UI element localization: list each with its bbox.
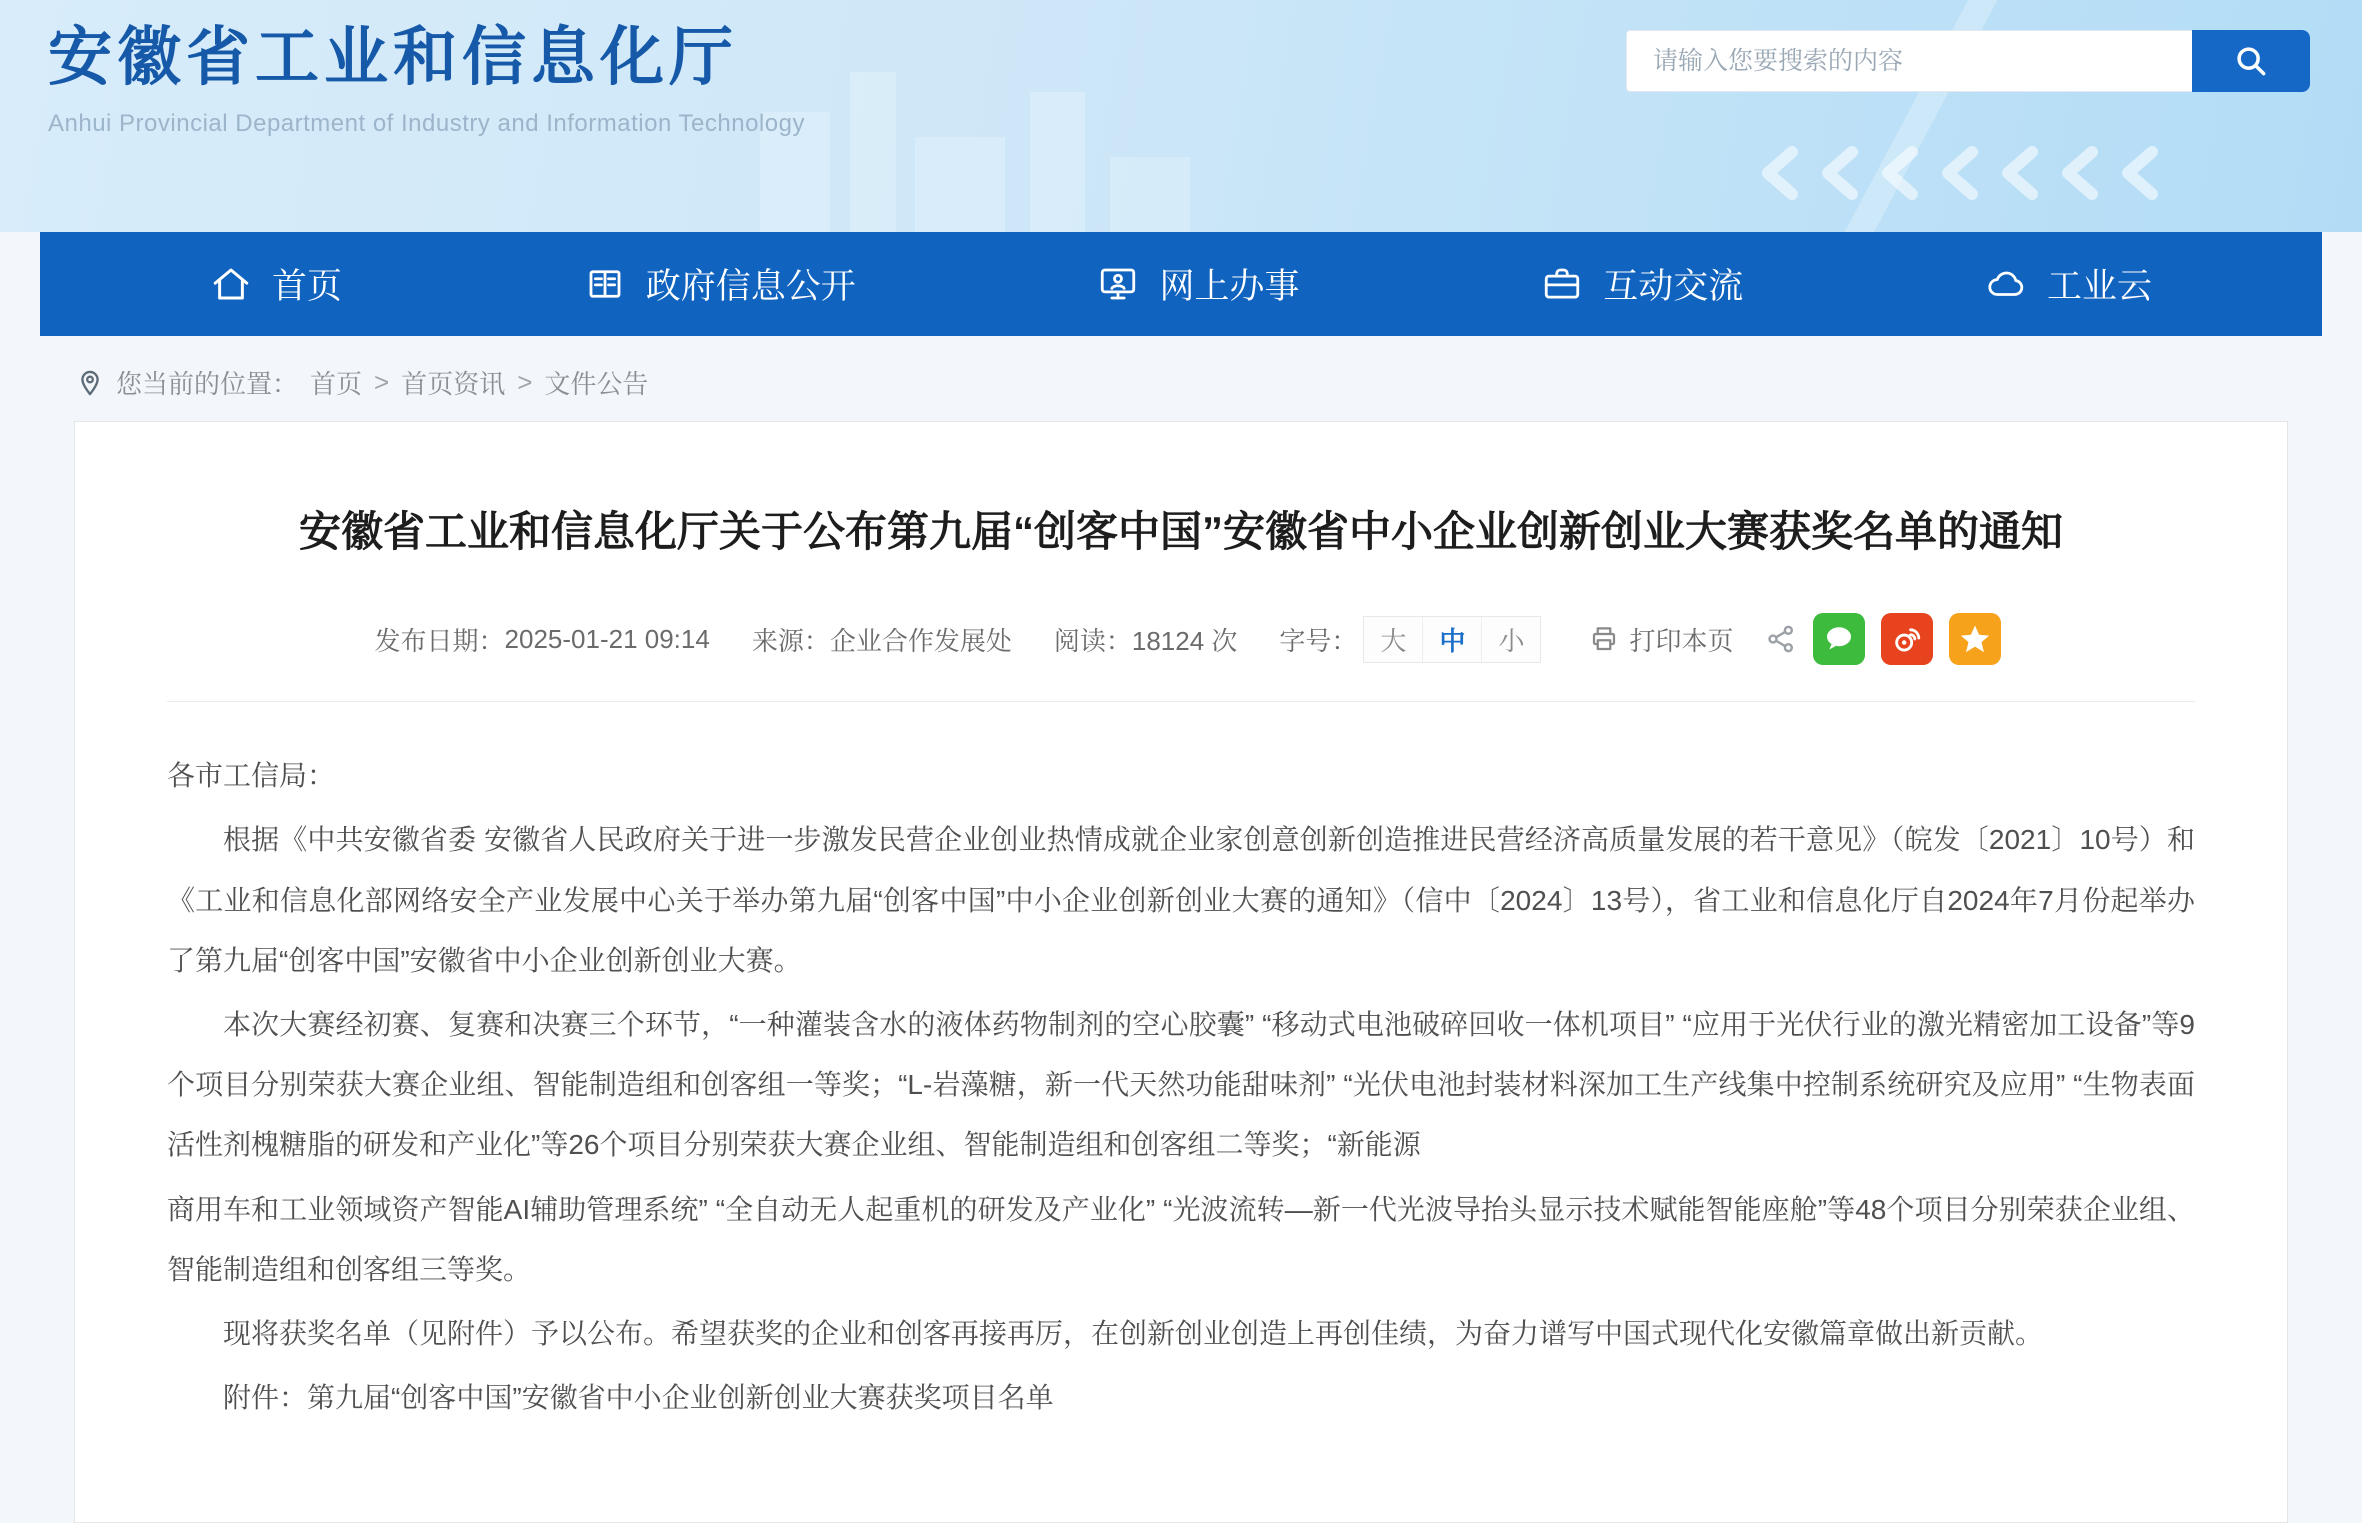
print-label: 打印本页: [1629, 625, 1734, 656]
open-book-icon: [584, 263, 626, 305]
nav-label: 首页: [272, 267, 343, 306]
monitor-icon: [1097, 263, 1139, 305]
nav-label: 网上办事: [1159, 267, 1300, 306]
font-size-control: [1279, 616, 1541, 663]
nav-item-online-services[interactable]: [1097, 259, 1299, 309]
weibo-share-button[interactable]: [1881, 613, 1933, 665]
salutation: 各市工信局：: [167, 760, 336, 792]
breadcrumb-separator: >: [374, 367, 390, 397]
font-size-medium-button[interactable]: 中: [1422, 617, 1481, 662]
cloud-icon: [1985, 263, 2027, 305]
search-input[interactable]: [1626, 30, 2192, 92]
publish-date: 发布日期： 2025-01-21 09:14: [374, 623, 710, 656]
breadcrumb-prefix: 您当前的位置：: [116, 369, 299, 399]
font-size-label: 字号：: [1279, 625, 1358, 656]
building-silhouette-decoration: [1030, 92, 1085, 232]
search-icon: [2232, 42, 2270, 80]
nav-label: 政府信息公开: [645, 267, 856, 306]
wechat-share-button[interactable]: [1813, 613, 1865, 665]
nav-item-industry-cloud[interactable]: [1985, 259, 2152, 309]
font-size-large-button[interactable]: 大: [1380, 625, 1407, 656]
share-nodes-icon: [1765, 623, 1797, 655]
print-button[interactable]: [1589, 621, 1733, 658]
breadcrumb-home[interactable]: 首页: [310, 369, 363, 399]
building-silhouette-decoration: [1110, 157, 1190, 232]
font-size-group: [1363, 616, 1541, 663]
home-icon: [210, 263, 252, 305]
briefcase-icon: [1541, 263, 1583, 305]
wechat-icon: [1821, 621, 1857, 657]
star-icon: [1958, 622, 1992, 656]
nav-item-home[interactable]: [210, 259, 342, 309]
view-count: 阅读： 18124 次: [1053, 625, 1238, 656]
nav-label: 工业云: [2046, 267, 2152, 306]
nav-label: 互动交流: [1603, 267, 1744, 306]
main-nav: [40, 232, 2322, 336]
article-card: [74, 421, 2288, 1523]
article-body: [167, 746, 2195, 1428]
attachment-link[interactable]: 附件：第九届“创客中国”安徽省中小企业创新创业大赛获奖项目名单: [223, 1382, 1054, 1414]
paragraph: 现将获奖名单（见附件）予以公布。希望获奖的企业和创客再接再厉，在创新创业创造上再创佳绩，为奋力谱写中国式现代化安徽篇章做出新贡献。: [223, 1317, 2044, 1349]
article-title: 安徽省工业和信息化厅关于公布第九届“创客中国”安徽省中小企业创新创业大赛获奖名单的通知: [298, 508, 2063, 555]
paragraph: 本次大赛经初赛、复赛和决赛三个环节，“一种灌装含水的液体药物制剂的空心胶囊” “移动式电池破碎回收一体机项目” “应用于光伏行业的激光精密加工设备”等9个项目分别荣获大赛企业组、智能制造组和创客组一等奖；“L-岩藻糖，新一代天然功能甜味剂” “光伏电池封装材料深加工生产线集中控制系统研究及应用” “生物表面活性剂槐糖脂的研发和产业化”等26个项目分别荣获大赛企业组、智能制造组和创客组二等奖；“新能源: [167, 1008, 2195, 1161]
share-buttons: [1765, 613, 2001, 665]
site-subtitle: Anhui Provincial Department of Industry and Information Technology: [48, 110, 805, 137]
breadcrumb-announcements[interactable]: 文件公告: [544, 369, 649, 399]
breadcrumb-separator: >: [517, 367, 533, 397]
qzone-share-button[interactable]: [1949, 613, 2001, 665]
nav-item-gov-info[interactable]: [584, 259, 856, 309]
article-meta: [167, 613, 2195, 702]
nav-item-interaction[interactable]: [1541, 259, 1743, 309]
font-size-small-button[interactable]: 小: [1481, 617, 1540, 662]
weibo-icon: [1890, 622, 1924, 656]
printer-icon: [1589, 624, 1619, 654]
site-identity: [48, 6, 805, 138]
breadcrumb-news[interactable]: 首页资讯: [401, 369, 506, 399]
paragraph: 商用车和工业领域资产智能AI辅助管理系统” “全自动无人起重机的研发及产业化” “光波流转—新一代光波导抬头显示技术赋能智能座舱”等48个项目分别荣获企业组、智能制造组和创客组三等奖。: [167, 1193, 2195, 1285]
paragraph: 根据《中共安徽省委 安徽省人民政府关于进一步激发民营企业创业热情成就企业家创意创新创造推进民营经济高质量发展的若干意见》（皖发〔2021〕10号）和《工业和信息化部网络安全产业发展中心关于举办第九届“创客中国”中小企业创新创业大赛的通知》（信中〔2024〕13号），省工业和信息化厅自2024年7月份起举办了第九届“创客中国”安徽省中小企业创新创业大赛。: [167, 824, 2195, 976]
site-title: 安徽省工业和信息化厅: [48, 21, 738, 93]
search-bar: [1626, 30, 2310, 92]
building-silhouette-decoration: [915, 137, 1005, 232]
building-silhouette-decoration: [850, 72, 896, 232]
share-button[interactable]: [1765, 623, 1797, 655]
search-button[interactable]: [2192, 30, 2310, 92]
source: 来源： 企业合作发展处: [751, 625, 1012, 656]
site-header: [0, 0, 2362, 232]
chevron-arrows-decoration: [1752, 146, 2172, 200]
breadcrumb: [76, 364, 2362, 401]
location-pin-icon: [76, 369, 104, 397]
